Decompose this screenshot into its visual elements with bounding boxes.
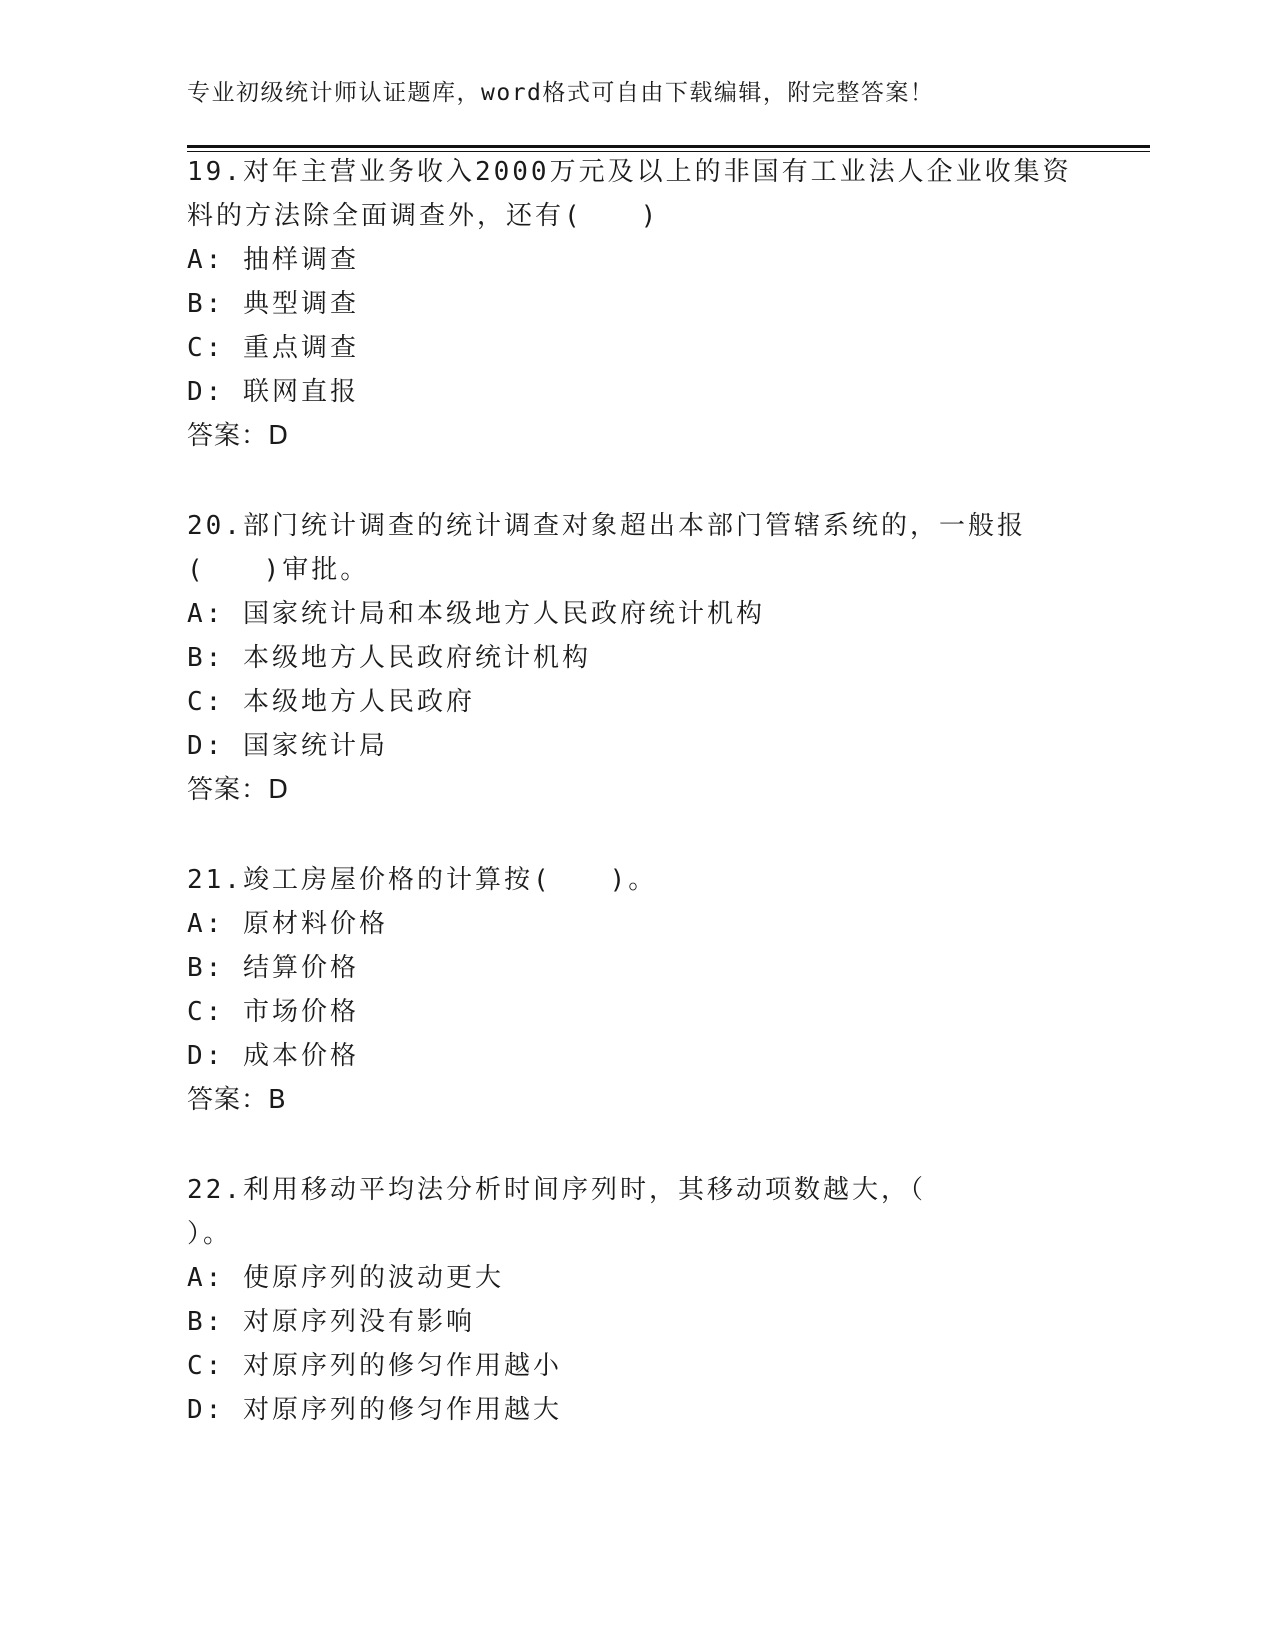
page-header: 专业初级统计师认证题库，word格式可自由下载编辑，附完整答案！ xyxy=(187,80,935,106)
question-20-answer: 答案：D xyxy=(187,775,290,805)
question-19-option-c: C: 重点调查 xyxy=(187,333,359,363)
question-21-option-a: A: 原材料价格 xyxy=(187,909,388,939)
question-20-option-a: A: 国家统计局和本级地方人民政府统计机构 xyxy=(187,599,765,629)
question-20-option-b: B: 本级地方人民政府统计机构 xyxy=(187,643,591,673)
question-19-answer: 答案：D xyxy=(187,421,290,451)
question-20-stem-line1: 20.部门统计调查的统计调查对象超出本部门管辖系统的，一般报 xyxy=(187,511,1026,541)
question-19-option-d: D: 联网直报 xyxy=(187,377,359,407)
question-22-option-b: B: 对原序列没有影响 xyxy=(187,1307,475,1337)
question-21-answer: 答案：B xyxy=(187,1085,287,1115)
question-20-option-c: C: 本级地方人民政府 xyxy=(187,687,475,717)
question-21-option-b: B: 结算价格 xyxy=(187,953,359,983)
question-22-stem-line2: ）。 xyxy=(187,1219,233,1249)
question-19-option-a: A: 抽样调查 xyxy=(187,245,359,275)
header-rule-thin xyxy=(187,151,1150,152)
question-19-option-b: B: 典型调查 xyxy=(187,289,359,319)
question-19-stem-line2: 料的方法除全面调查外，还有( ) xyxy=(187,201,660,231)
question-20-option-d: D: 国家统计局 xyxy=(187,731,388,761)
header-rule-thick xyxy=(187,145,1150,148)
question-21-option-c: C: 市场价格 xyxy=(187,997,359,1027)
question-21-stem-line1: 21.竣工房屋价格的计算按( )。 xyxy=(187,865,658,895)
question-22-option-c: C: 对原序列的修匀作用越小 xyxy=(187,1351,562,1381)
question-22-option-a: A: 使原序列的波动更大 xyxy=(187,1263,504,1293)
question-21-option-d: D: 成本价格 xyxy=(187,1041,359,1071)
question-22-option-d: D: 对原序列的修匀作用越大 xyxy=(187,1395,562,1425)
question-19-stem-line1: 19.对年主营业务收入2000万元及以上的非国有工业法人企业收集资 xyxy=(187,157,1072,187)
question-20-stem-line2: ( )审批。 xyxy=(187,555,370,585)
question-22-stem-line1: 22.利用移动平均法分析时间序列时，其移动项数越大，（ xyxy=(187,1175,926,1205)
